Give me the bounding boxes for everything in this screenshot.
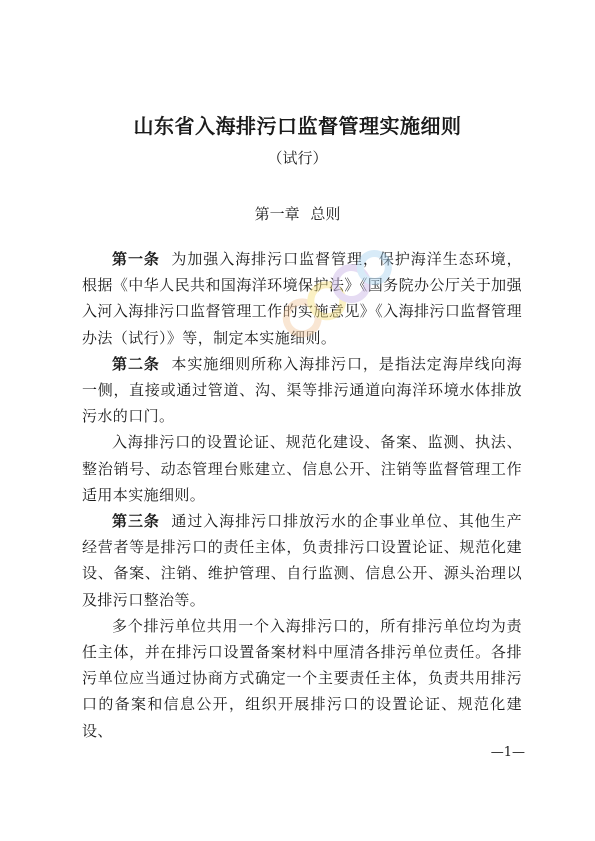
chapter-heading: 第一章 总则 [254,205,341,223]
article-label: 第一条 [112,250,160,268]
document-body [82,246,522,744]
article-1 [82,246,522,351]
paragraph-text: 入海排污口的设置论证、规范化建设、备案、监测、执法、整治销号、动态管理台账建立、信息公开、注销等监督管理工作适用本实施细则。 [82,433,522,504]
article-label: 第三条 [112,512,160,531]
article-2-paragraph-2 [82,429,522,508]
page-number: —1— [490,745,525,760]
article-3 [82,508,522,613]
article-2 [82,351,522,430]
article-text: 为加强入海排污口监督管理，保护海洋生态环境，根据《中华人民共和国海洋环境保护法》《国务院办公厅关于加强入河入海排污口监督管理工作的实施意见》《入海排污口监督管理办法（试行）》等，制定本实施细则。 [82,250,522,347]
article-3-paragraph-2 [82,613,522,744]
page-subtitle: （试行） [267,149,328,167]
page-title: 山东省入海排污口监督管理实施细则 [133,114,462,138]
paragraph-text: 多个排污单位共用一个入海排污口的，所有排污单位均为责任主体，并在排污口设置备案材料中厘清各排污单位责任。各排污单位应当通过协商方式确定一个主要责任主体，负责共用排污口的备案和信息公开，组织开展排污口的设置论证、规范化建设、 [82,616,522,740]
article-text: 本实施细则所称入海排污口，是指法定海岸线向海一侧，直接或通过管道、沟、渠等排污通道向海洋环境水体排放污水的口门。 [82,354,522,426]
article-label: 第二条 [112,354,160,373]
article-text: 通过入海排污口排放污水的企事业单位、其他生产经营者等是排污口的责任主体，负责排污口设置论证、规范化建设、备案、注销、维护管理、自行监测、信息公开、源头治理以及排污口整治等。 [82,512,522,609]
